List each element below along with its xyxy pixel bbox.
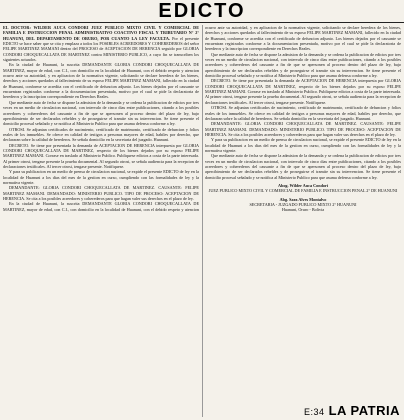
body-paragraph-4-repeat: DECRETO. Se tiene por presentada la demanda de ACEPTACION DE HERENCIA interpuesta por GLORIA CONDORI CHOQUECALLATA DE MARTINEZ, respecto de los bienes dejados por su esposo FELIPE MARTINEZ MAMANI. Corrase en traslado al Ministerio Publico. Publiquese edictos a costa de la parte interesada. Al primer otrosi, tengase presente la prueba documental. Al segundo otrosi, se señala audiencia para la recepcion de declaraciones testificales. Al tercer otrosi, tengase presente. Notifiquese. [205, 78, 401, 105]
edict-intro [3, 25, 199, 62]
body-paragraph-3-repeat: OTROSI. Se adjuntan certificados de nacimiento, certificado de matrimonio, certificado de defuncion y folios reales de los inmuebles. Se ofrece en calidad de testigos a personas mayores de edad, habiles por derecho, que declararan sobre la calidad de herederos. Se señala domicilio en la secretaria del juzgado. Huanuni. [205, 105, 401, 121]
closing-location: Huanuni, Oruro - Bolivia [281, 207, 325, 213]
intro-judge-text: EL DOCTOR: WILDER AUCA CONDORI JUEZ PUBLICO MIXTO CIVIL Y COMERCIAL DE FAMILIA E INSTRUCCION PENAL ADMINISTRATIVO COACTIVO FISCAL Y TRIBUTARIO N° 2° HUANUNI, DEL DEPARTAMENTO DE ORURO, POR CUANTO LA LEY FACULTA. [3, 25, 199, 41]
intro-heirs-text: Por el presente EDICTO se hace saber que se cita y emplaza a todos los POSIBLES ACREEDORES Y COHEREDEROS del señor FELIPE MARTINEZ MAMANI dentro del PROCESO de ACEPTACION DE HERENCIA seguido por GLORIA CONDORI CHOQUECALLATA DE MARTINEZ contra MINISTERIO PUBLICO, a cuyo fin se transcriben los siguientes actuados. [3, 35, 199, 63]
body-paragraph-2-repeat: Que mediante auto de fecha se dispone la admision de la demanda y se ordena la publicacion de edictos por tres veces en un medio de circulacion nacional, con intervalo de cinco dias entre publicaciones, citando a los posibles acreedores y coherederos del causante a fin de que se apersonen al proceso dentro del plazo de ley, bajo apercibimiento de ser declarados rebeldes y de proseguirse el tramite sin su intervencion. Se tiene presente el domicilio procesal señalado y se notifica al Ministerio Publico para que asuma defensa conforme a ley. [205, 51, 401, 79]
edict-title: EDICTO [158, 0, 246, 22]
body-paragraph-6-repeat: DEMANDANTE: GLORIA CONDORI CHOQUECALLATA DE MARTINEZ. CAUSANTE: FELIPE MARTINEZ MAMANI. DEMANDADO: MINISTERIO PUBLICO. TIPO DE PROCESO: ACEPTACION DE HERENCIA. Se cita a los posibles acreedores y coherederos para que hagan valer sus derechos en el plazo de ley. [205, 121, 401, 137]
edict-body [3, 25, 401, 417]
body-paragraph-5: Y para su publicacion en un medio de prensa de circulacion nacional, se expide el presente EDICTO de ley en la localidad de Huanuni a los dias del mes de la gestion en curso, cumpliendo con las formalidades de ley y la normativa vigente. [3, 169, 199, 185]
newspaper-brand: LA PATRIA [328, 403, 400, 418]
body-paragraph-2: Que mediante auto de fecha se dispone la admision de la demanda y se ordena la publicacion de edictos por tres veces en un medio de circulacion nacional, con intervalo de cinco dias entre publicaciones, citando a los posibles acreedores y coherederos del causante a fin de que se apersonen al proceso dentro del plazo de ley, bajo apercibimiento de ser declarados rebeldes y de proseguirse el tramite sin su intervencion. Se tiene presente el domicilio procesal señalado y se notifica al Ministerio Publico para que asuma defensa conforme a ley. [3, 99, 199, 127]
signature-secretary-role: SECRETARIA - JUZGADO PUBLICO MIXTO 2° HUANUNI [249, 202, 357, 207]
body-paragraph-4: DECRETO. Se tiene por presentada la demanda de ACEPTACION DE HERENCIA interpuesta por GLORIA CONDORI CHOQUECALLATA DE MARTINEZ, respecto de los bienes dejados por su esposo FELIPE MARTINEZ MAMANI. Corrase en traslado al Ministerio Publico. Publiquese edictos a costa de la parte interesada. Al primer otrosi, tengase presente la prueba documental. Al segundo otrosi, se señala audiencia para la recepcion de declaraciones testificales. Al tercer otrosi, tengase presente. Notifiquese. [3, 142, 199, 169]
newspaper-footer [298, 403, 400, 418]
body-paragraph-1: En la ciudad de Huanuni, la suscrita DEMANDANTE GLORIA CONDORI CHOQUECALLATA DE MARTINEZ, mayor de edad, con C.I., con domicilio en la localidad de Huanuni, con el debido respeto y atencion ocurro ante su autoridad, y en aplicacion de la normativa vigente, solicitando se declare heredera de los bienes, derechos y acciones quedados al fallecimiento de su esposo FELIPE MARTINEZ MAMANI, fallecido en la ciudad de Huanuni, conforme se acredita con el certificado de defuncion adjunto. Los bienes dejados por el causante se encuentran registrados conforme a la documentacion presentada, motivo por el cual se pide la declaratoria de herederos y la inscripcion correspondiente en Derechos Reales. [3, 62, 199, 100]
signature-judge-role: JUEZ PUBLICO MIXTO CIVIL Y COMERCIAL DE FAMILIA E INSTRUCCION PENAL 2° DE HUANUNI [208, 188, 398, 194]
body-paragraph-2-repeat-b: Que mediante auto de fecha se dispone la admision de la demanda y se ordena la publicacion de edictos por tres veces en un medio de circulacion nacional, con intervalo de cinco dias entre publicaciones, citando a los posibles acreedores y coherederos del causante a fin de que se apersonen al proceso dentro del plazo de ley, bajo apercibimiento de ser declarados rebeldes y de proseguirse el tramite sin su intervencion. Se tiene presente el domicilio procesal señalado y se notifica al Ministerio Publico para que asuma defensa conforme a ley. [205, 153, 401, 180]
signature-secretary-name: Abg. Sara Alves Montalvo [279, 196, 327, 202]
body-paragraph-5-repeat: Y para su publicacion en un medio de prensa de circulacion nacional, se expide el presente EDICTO de ley en la localidad de Huanuni a los dias del mes de la gestion en curso, cumpliendo con las formalidades de ley y la normativa vigente. [205, 137, 401, 153]
body-paragraph-1-repeat: En la ciudad de Huanuni, la suscrita DEMANDANTE GLORIA CONDORI CHOQUECALLATA DE MARTINEZ, mayor de edad, con C.I., con domicilio en la localidad de Huanuni, con el debido respeto y atencion ocurro ante su autoridad, y en aplicacion de la normativa vigente, solicitando se declare heredera de los bienes, derechos y acciones quedados al fallecimiento de su esposo FELIPE MARTINEZ MAMANI, fallecido en la ciudad de Huanuni, conforme se acredita con el certificado de defuncion adjunto. Los bienes dejados por el causante se encuentran registrados conforme a la documentacion presentada, motivo por el cual se pide la declaratoria de herederos y la inscripcion correspondiente en Derechos Reales. [3, 25, 401, 212]
body-paragraph-6: DEMANDANTE: GLORIA CONDORI CHOQUECALLATA DE MARTINEZ. CAUSANTE: FELIPE MARTINEZ MAMANI. DEMANDADO: MINISTERIO PUBLICO. TIPO DE PROCESO: ACEPTACION DE HERENCIA. Se cita a los posibles acreedores y coherederos para que hagan valer sus derechos en el plazo de ley. [3, 185, 199, 201]
body-paragraph-3: OTROSI. Se adjuntan certificados de nacimiento, certificado de matrimonio, certificado de defuncion y folios reales de los inmuebles. Se ofrece en calidad de testigos a personas mayores de edad, habiles por derecho, que declararan sobre la calidad de herederos. Se señala domicilio en la secretaria del juzgado. Huanuni. [3, 126, 199, 143]
signature-judge-name: Abog. Wilder Auca Condori [277, 182, 329, 188]
edict-masthead [0, 0, 404, 23]
publication-code: E:34 [303, 407, 325, 417]
